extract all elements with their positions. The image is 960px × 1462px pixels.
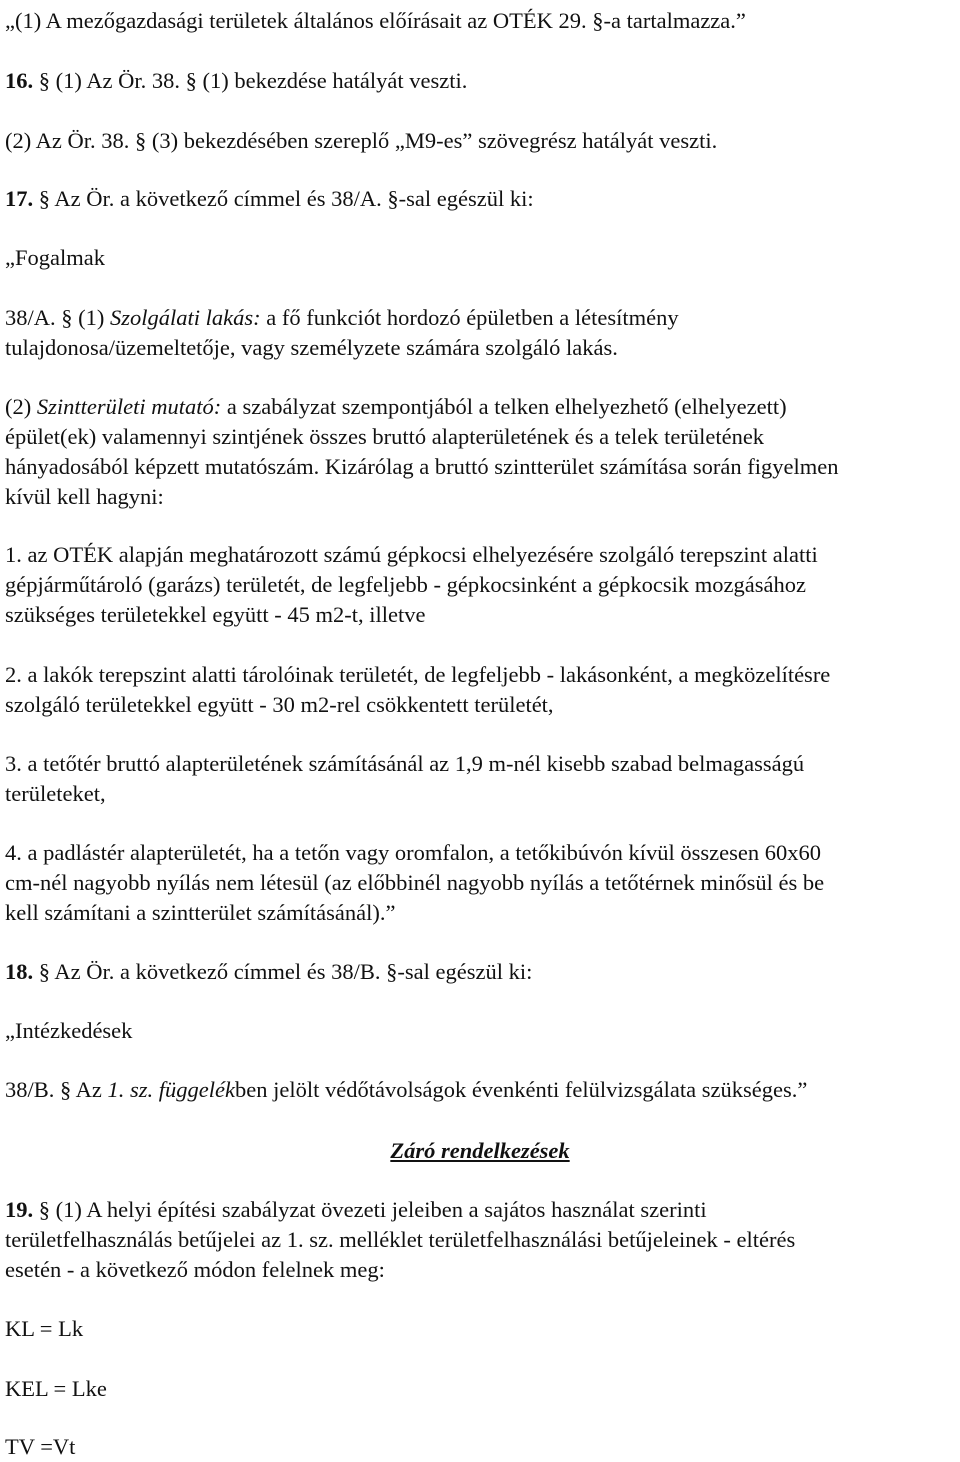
text-line: 2. a lakók terepszint alatti tárolóinak területét, de legfeljebb - lakásonként, a megközelítésre bbox=[5, 662, 831, 687]
text-line: TV =Vt bbox=[5, 1434, 76, 1459]
text-line: tulajdonosa/üzemeltetője, vagy személyzete számára szolgáló lakás. bbox=[5, 335, 618, 360]
appendix-reference: 1. sz. függelék bbox=[107, 1077, 235, 1102]
text-line: területeket, bbox=[5, 781, 106, 806]
equivalence-2 bbox=[5, 1374, 955, 1404]
definition-service-apartment bbox=[5, 303, 955, 363]
defined-term: Szintterületi mutató: bbox=[36, 394, 222, 419]
text-span: a szabályzat szempontjából a telken elhelyezhető (elhelyezett) bbox=[221, 394, 787, 419]
defined-term: Szolgálati lakás: bbox=[110, 305, 261, 330]
text-line: 3. a tetőtér bruttó alapterületének számításánál az 1,9 m-nél kisebb szabad belmagasságú bbox=[5, 751, 805, 776]
text-span: ben jelölt védőtávolságok évenkénti felülvizsgálata szükséges.” bbox=[235, 1077, 808, 1102]
section-18-intro bbox=[5, 957, 955, 987]
paragraph-agricultural-areas bbox=[5, 6, 955, 36]
list-item-2 bbox=[5, 660, 955, 720]
section-number: 18. bbox=[5, 959, 34, 984]
text-line: „Intézkedések bbox=[5, 1018, 133, 1043]
text-line: 1. az OTÉK alapján meghatározott számú gépkocsi elhelyezésére szolgáló terepszint alatti bbox=[5, 542, 818, 567]
text-line: „(1) A mezőgazdasági területek általános előírásait az OTÉK 29. §-a tartalmazza.” bbox=[5, 8, 746, 33]
text-line: kívül kell hagyni: bbox=[5, 484, 164, 509]
section-17-intro bbox=[5, 184, 955, 214]
text-line: § Az Ör. a következő címmel és 38/A. §-sal egészül ki: bbox=[33, 186, 534, 211]
section-16-paragraph-2 bbox=[5, 126, 955, 156]
subtitle-fogalmak bbox=[5, 243, 955, 273]
text-line: hányadosából képzett mutatószám. Kizárólag a bruttó szintterület számítása során figyelmen bbox=[5, 454, 839, 479]
text-line: épület(ek) valamennyi szintjének összes bruttó alapterületének és a telek területének bbox=[5, 424, 765, 449]
text-line: § (1) Az Ör. 38. § (1) bekezdése hatályát veszti. bbox=[33, 68, 468, 93]
section-number: 17. bbox=[5, 186, 34, 211]
text-line: § Az Ör. a következő címmel és 38/B. §-sal egészül ki: bbox=[33, 959, 533, 984]
definition-floor-area-ratio bbox=[5, 392, 955, 512]
text-span: a fő funkciót hordozó épületben a létesítmény bbox=[260, 305, 679, 330]
text-span: (2) bbox=[5, 394, 37, 419]
section-16-paragraph-1 bbox=[5, 66, 955, 96]
text-line: KL = Lk bbox=[5, 1316, 84, 1341]
heading-closing-provisions: Záró rendelkezések bbox=[390, 1138, 570, 1163]
subtitle-intezkedesek bbox=[5, 1016, 955, 1046]
section-38b bbox=[5, 1075, 955, 1105]
text-line: cm-nél nagyobb nyílás nem létesül (az előbbinél nagyobb nyílás a tetőtérnek minősül és be bbox=[5, 870, 825, 895]
list-item-3 bbox=[5, 749, 955, 809]
text-span: 38/A. § (1) bbox=[5, 305, 110, 330]
section-heading bbox=[0, 1136, 960, 1166]
text-line: (2) Az Ör. 38. § (3) bekezdésében szereplő „M9-es” szövegrész hatályát veszti. bbox=[5, 128, 718, 153]
text-span: § (1) A helyi építési szabályzat övezeti jeleiben a sajátos használat szerinti bbox=[33, 1197, 707, 1222]
equivalence-3 bbox=[5, 1432, 955, 1462]
equivalence-1 bbox=[5, 1314, 955, 1344]
text-line: 4. a padlástér alapterületét, ha a tetőn vagy oromfalon, a tetőkibúvón kívül összesen 60x60 bbox=[5, 840, 822, 865]
text-line: szükséges területekkel együtt - 45 m2-t, illetve bbox=[5, 602, 426, 627]
text-span: 38/B. § Az bbox=[5, 1077, 108, 1102]
text-line: területfelhasználás betűjelei az 1. sz. melléklet területfelhasználási betűjeleinek - eltérés bbox=[5, 1227, 796, 1252]
text-line: KEL = Lke bbox=[5, 1376, 107, 1401]
list-item-4 bbox=[5, 838, 955, 928]
section-number: 19. bbox=[5, 1197, 34, 1222]
text-line: esetén - a következő módon felelnek meg: bbox=[5, 1257, 385, 1282]
text-line: „Fogalmak bbox=[5, 245, 105, 270]
text-line: gépjárműtároló (garázs) területét, de legfeljebb - gépkocsinként a gépkocsik mozgásához bbox=[5, 572, 806, 597]
text-line: kell számítani a szintterület számításánál).” bbox=[5, 900, 396, 925]
list-item-1 bbox=[5, 540, 955, 630]
section-19-paragraph-1 bbox=[5, 1195, 955, 1285]
text-line: szolgáló területekkel együtt - 30 m2-rel csökkentett területét, bbox=[5, 692, 554, 717]
section-number: 16. bbox=[5, 68, 34, 93]
